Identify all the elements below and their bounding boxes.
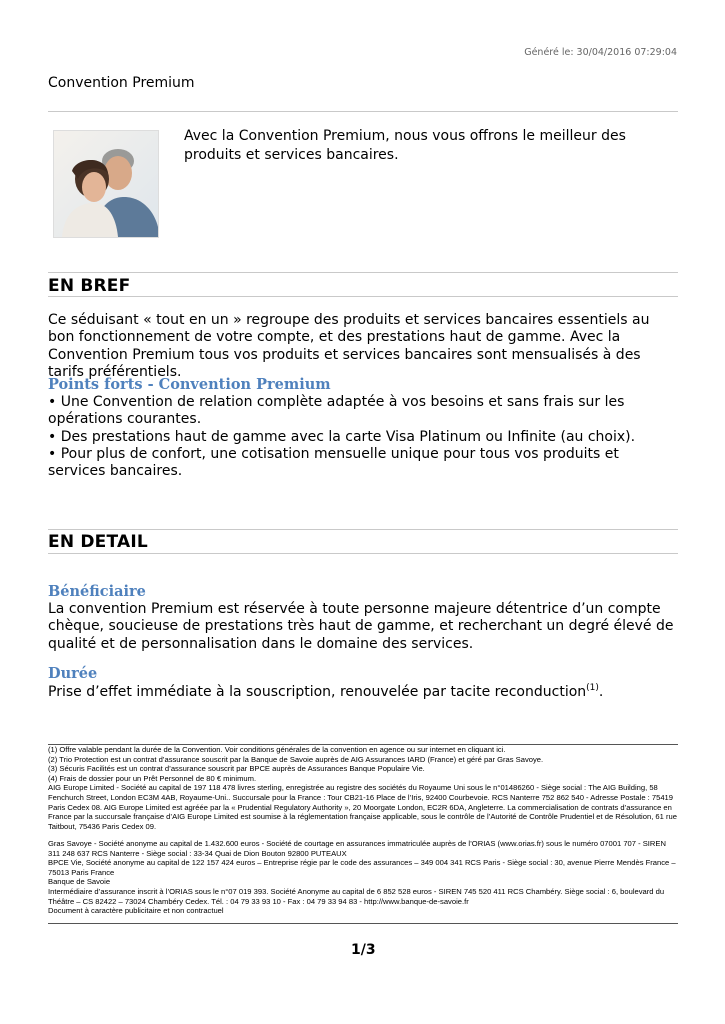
brief-paragraph: Ce séduisant « tout en un » regroupe des produits et services bancaires essentiels au bon fonctionnement de votre compte, et des prestations haut de gamme. Avec la Convention Premium tous vos produits et services bancaires sont mensualisés à des tarifs préférentiels. xyxy=(48,312,650,380)
list-item: • Pour plus de confort, une cotisation mensuelle unique pour tous vos produits et services bancaires. xyxy=(48,445,619,480)
legal-line: BPCE Vie, Société anonyme au capital de 122 157 424 euros – Entreprise régie par le code des assurances – 349 004 341 RCS Paris - Siège social : 30, avenue Pierre Mendès France – 75013 Paris France xyxy=(48,858,676,877)
duree-text xyxy=(48,684,678,701)
generated-date: Généré le: 30/04/2016 07:29:04 xyxy=(524,47,677,58)
footnote: (1) Offre valable pendant la durée de la Convention. Voir conditions générales de la convention en agence ou sur internet en cliquant ici. xyxy=(48,745,506,754)
footnote: (3) Sécuris Facilités est un contrat d’assurance souscrit par BPCE auprès de Assurances Banque Populaire Vie. xyxy=(48,764,425,774)
divider xyxy=(48,272,678,273)
list-item: • Une Convention de relation complète adaptée à vos besoins et sans frais sur les opérations courantes. xyxy=(48,394,625,428)
list-item: • Des prestations haut de gamme avec la carte Visa Platinum ou Infinite (au choix). xyxy=(48,428,636,445)
divider xyxy=(48,111,678,112)
footnote: (4) Frais de dossier pour un Prêt Personnel de 80 € minimum. xyxy=(48,773,257,783)
document-title: Convention Premium xyxy=(48,75,195,91)
page-number: 1/3 xyxy=(351,942,376,958)
legal-line: Banque de Savoie xyxy=(48,877,111,887)
divider xyxy=(48,553,678,554)
footnote: (2) Trio Protection est un contrat d’assurance souscrit par la Banque de Savoie auprès de AIG Assurances IARD (France) et géré par Gras Savoye. xyxy=(48,754,544,764)
beneficiaire-heading: Bénéficiaire xyxy=(48,583,146,600)
couple-photo xyxy=(53,130,159,238)
duree-period: . xyxy=(598,684,604,700)
footnote-ref: (1) xyxy=(586,683,599,693)
beneficiaire-text: La convention Premium est réservée à toute personne majeure détentrice d’un compte chèque, soucieuse de prestations très haut de gamme, et recherchant un degré élevé de qualité et de personnalisation dans le domaine des services. xyxy=(48,601,674,652)
footnote: AIG Europe Limited - Société au capital de 197 118 478 livres sterling, enregistrée au registre des sociétés du Royaume Uni sous le n°01486260 - Siège social : The AIG Building, 58 Fenchurch Street, London EC3M 4AB, Royaume-Uni.. Succursale pour la France : Tour CB21-16 Place de l’Iris, 92400 Courbevoie. RCS Nanterre 752 862 540 - Adresse Postale : 75419 Paris Cedex 08. AIG Europe Limited est agréée par la « Prudential Regulatory Authority », 20 Moorgate London, EC2R 6DA, Angleterre. La commercialisation de contrats d’assurance en France par la succursale française d’AIG Europe Limited est soumise à la réglementation française applicable, sous le contrôle de l’Autorité de Contrôle Prudentiel et de Résolution, 61 rue Taitbout, 75436 Paris Cedex 09. xyxy=(48,783,677,831)
divider xyxy=(48,529,678,530)
legal-notes xyxy=(48,839,678,916)
section-heading-detail: EN DETAIL xyxy=(48,532,148,552)
section-heading-brief: EN BREF xyxy=(48,276,131,296)
legal-line: Document à caractère publicitaire et non contractuel xyxy=(48,906,224,916)
legal-line: Gras Savoye - Société anonyme au capital de 1.432.600 euros - Société de courtage en assurances immatriculée auprès de l’ORIAS (www.orias.fr) sous le numéro 07001 707 - SIREN 311 248 637 RCS Nanterre - Siège social : 33-34 Quai de Dion Bouton 92800 PUTEAUX xyxy=(48,839,666,858)
divider xyxy=(48,296,678,297)
duree-heading: Durée xyxy=(48,665,98,682)
intro-text: Avec la Convention Premium, nous vous offrons le meilleur des produits et services bancaires. xyxy=(184,128,626,163)
points-forts-heading: Points forts - Convention Premium xyxy=(48,376,331,393)
legal-line: Intermédiaire d’assurance inscrit à l’ORIAS sous le n°07 019 393. Société Anonyme au capital de 6 852 528 euros - SIREN 745 520 411 RCS Chambéry. Siège social : 6, boulevard du Théâtre – CS 82422 – 73024 Chambéry Cedex. Tél. : 04 79 33 93 10 - Fax : 04 79 33 94 83 - http://www.banque-de-savoie.fr xyxy=(48,886,665,906)
points-forts-list xyxy=(48,394,678,480)
footnotes xyxy=(48,745,678,831)
footer-divider xyxy=(48,923,678,924)
duree-body: Prise d’effet immédiate à la souscription, renouvelée par tacite reconduction xyxy=(48,684,587,700)
